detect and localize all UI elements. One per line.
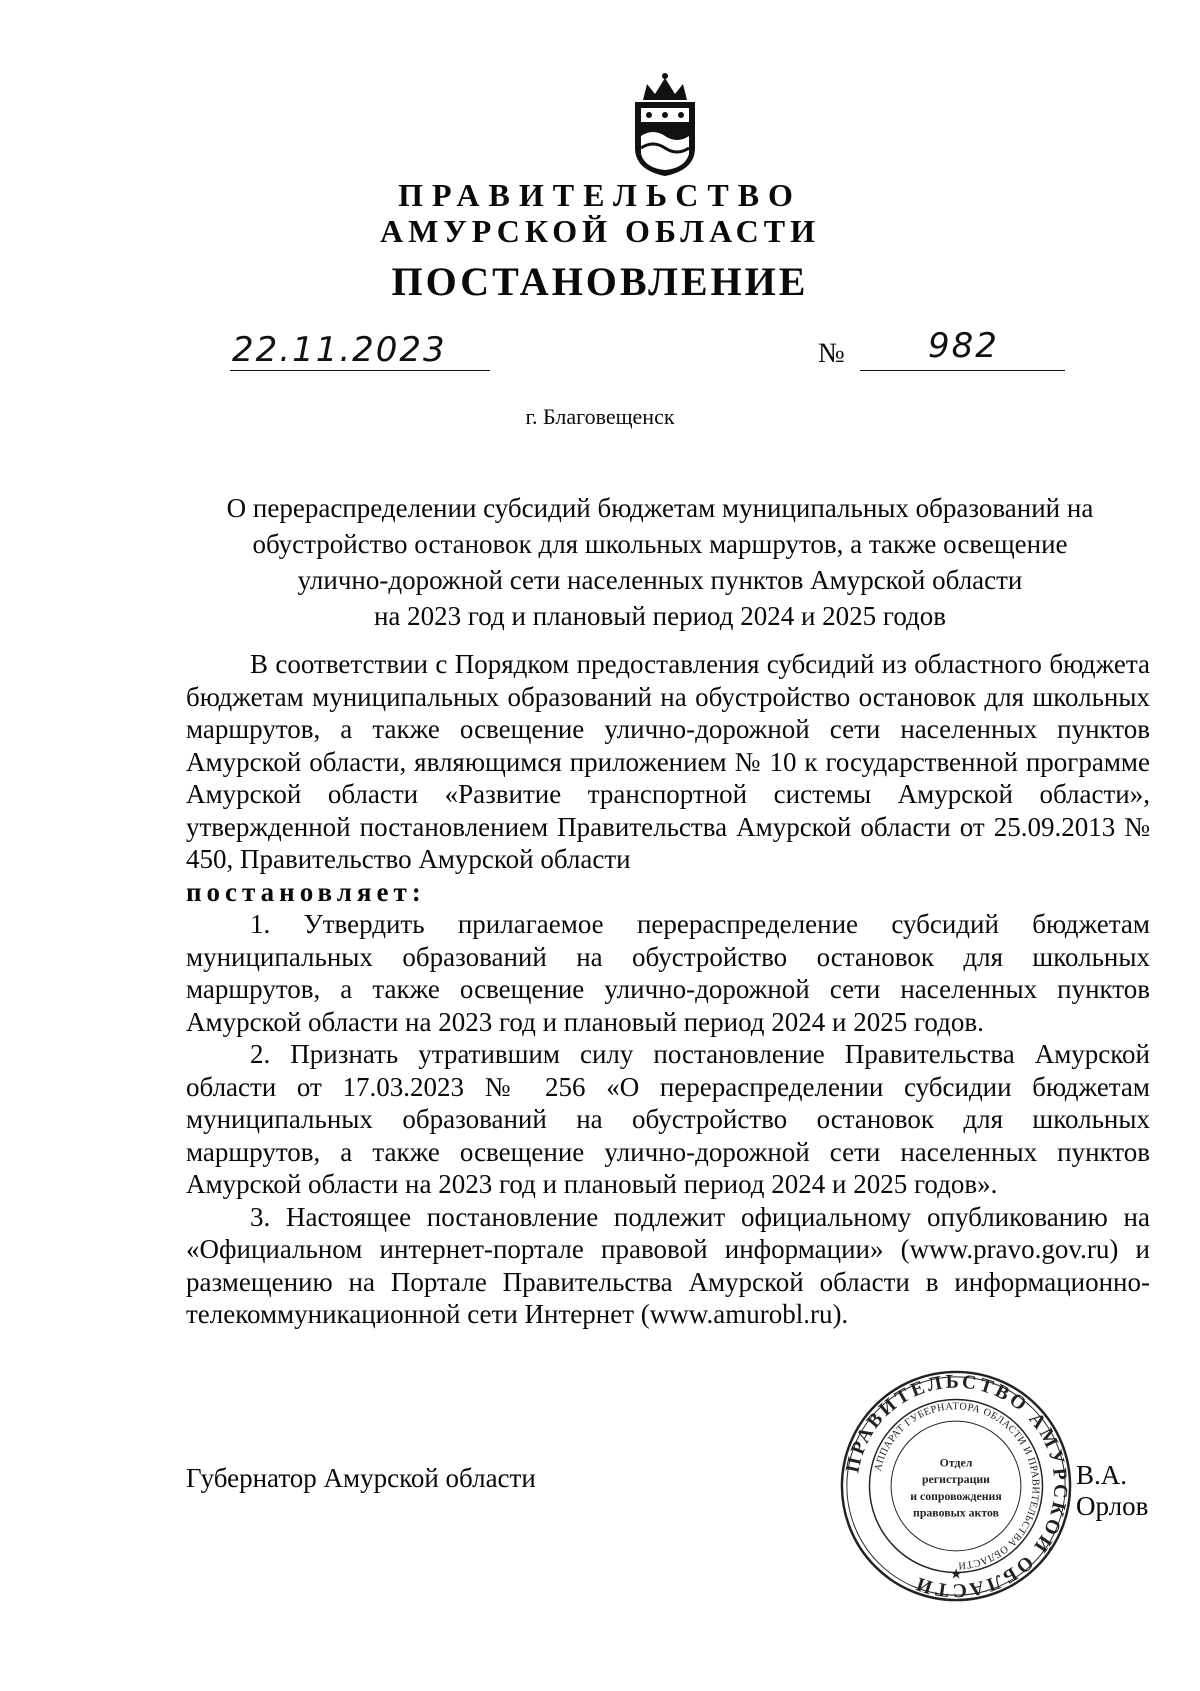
seal-outer-text: ПРАВИТЕЛЬСТВО АМУРСКОЙ ОБЛАСТИ xyxy=(841,1370,1072,1602)
document-body xyxy=(186,648,1150,1331)
coat-of-arms-icon xyxy=(625,70,705,180)
handwritten-number: 982 xyxy=(928,326,999,366)
intro-paragraph: В соответствии с Порядком предоставления субсидий из областного бюджета бюджетам муниципальных образований на обустройство остановок для школьных маршрутов, а также освещение улично-дорожной сети населенных пунктов Амурской области, являющимся приложением № 10 к государственной программе Амурской области «Развитие транспортной системы Амурской области», утвержденной постановлением Правительства Амурской области от 25.09.2013 № 450, Правительство Амурской области xyxy=(186,649,1150,874)
item-3-paragraph: 3. Настоящее постановление подлежит официальному опубликованию на «Официальном интернет-портале правовой информации» (www.pravo.gov.ru) и размещению на Портале Правительства Амурской области в информационно-телекоммуникационной сети Интернет (www.amurobl.ru). xyxy=(186,1201,1150,1329)
title-line: О перераспределении субсидий бюджетам муниципальных образований на xyxy=(226,493,1094,523)
title-line: улично-дорожной сети населенных пунктов Амурской области xyxy=(297,565,1023,595)
document-type: ПОСТАНОВЛЕНИЕ xyxy=(391,259,809,304)
item-1-paragraph: 1. Утвердить прилагаемое перераспределение субсидий бюджетам муниципальных образований на обустройство остановок для школьных маршрутов, а также освещение улично-дорожной сети населенных пунктов Амурской области на 2023 год и плановый период 2024 и 2025 годов. xyxy=(186,909,1150,1037)
resolves-word xyxy=(186,876,1150,909)
official-seal-icon xyxy=(838,1368,1074,1604)
government-name-line1: ПРАВИТЕЛЬСТВО xyxy=(398,177,802,213)
seal-star: ★ xyxy=(949,1566,963,1582)
item-2-paragraph: 2. Признать утратившим силу постановление Правительства Амурской области от 17.03.2023 № 256 «О перераспределении субсидии бюджетам муниципальных образований на обустройство остановок для школьных маршрутов, а также освещение улично-дорожной сети населенных пунктов Амурской области на 2023 год и плановый период 2024 и 2025 годов». xyxy=(186,1039,1150,1199)
number-sign: № xyxy=(818,338,845,369)
signatory-name: В.А. Орлов xyxy=(1076,1460,1149,1521)
city: г. Благовещенск xyxy=(525,404,675,429)
seal-center-line: регистрации xyxy=(922,1472,990,1487)
handwritten-date: 22.11.2023 xyxy=(232,330,447,370)
seal-center-line: и сопровождения xyxy=(910,1488,1002,1503)
seal-inner-ring-text: АППАРАТ ГУБЕРНАТОРА ОБЛАСТИ И ПРАВИТЕЛЬСТВА ОБЛАСТИ xyxy=(872,1401,1041,1571)
title-line: обустройство остановок для школьных маршрутов, а также освещение xyxy=(252,529,1068,559)
document-title xyxy=(180,490,1140,634)
title-line: на 2023 год и плановый период 2024 и 2025 годов xyxy=(373,601,947,631)
government-name-line2: АМУРСКОЙ ОБЛАСТИ xyxy=(380,213,820,249)
signatory-role: Губернатор Амурской области xyxy=(186,1463,536,1493)
seal-center-line: правовых актов xyxy=(913,1505,999,1520)
resolves-label: постановляет: xyxy=(186,876,426,907)
seal-center-line: Отдел xyxy=(939,1455,973,1470)
